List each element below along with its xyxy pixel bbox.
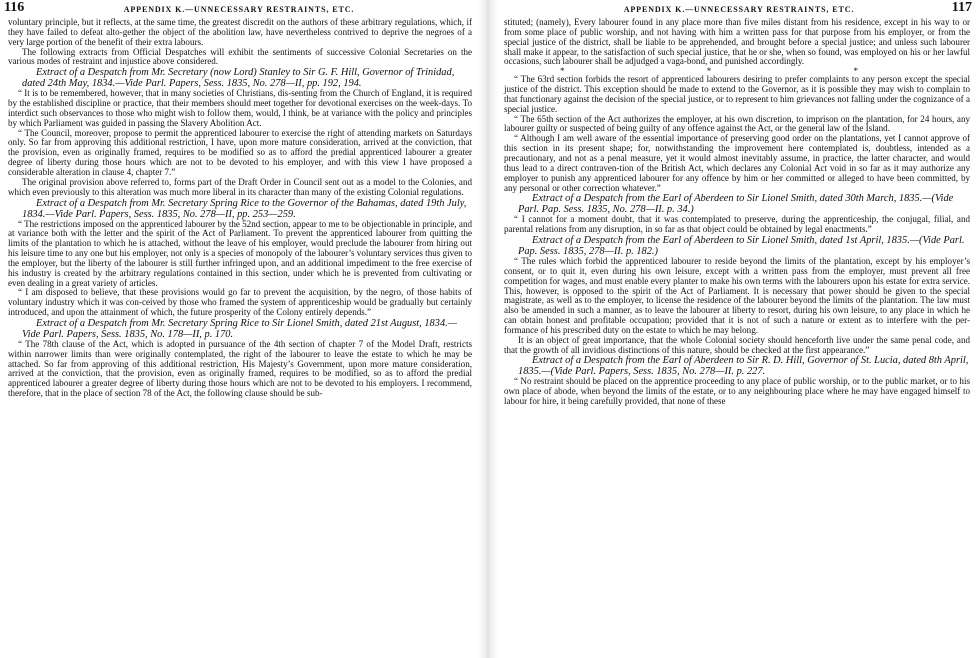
left-running-head	[0, 0, 478, 18]
section-break: * * *	[560, 66, 928, 77]
body-paragraph: The original provision above referred to, forms part of the Draft Order in Council sent out as a model to the Colonies, and which even previously to this alteration was much more liberal in its character than many of the existing Colonial regulations.	[8, 176, 472, 197]
quoted-paragraph: “ I am disposed to believe, that these provisions would go far to prevent the acquisition, by the negro, of those habits of voluntary industry which it was con-ceived by those who framed the system of apprenticeship would be gradually but certainly introduced, and upon the attainment of which, the future prosperity of the Colony entirely depends.”	[8, 287, 472, 318]
quoted-paragraph: “ The 65th section of the Act authorizes the employer, at his own discretion, to imprison on the plantation, for 24 hours, any labourer guilty or suspected of being guilty of any offence against the Act, or the general law of the Island.	[504, 113, 970, 134]
quoted-paragraph: “ The rules which forbid the apprenticed labourer to reside beyond the limits of the plantation, except by his employer’s consent, or to quit it, even during his own leisure, except with a written pass from the employer, must prevent all free competition for wages, and must enable every planter to make his own terms with the labourers upon his estate for extra service. This, however, is opposed to the spirit of the Act of Parliament. It is necessary that power should be given to the special magistrate, as well as to the employer, to license the residence of the labourer beyond the limits of the plantation. The law must also be amended in such a manner, as to leave the labourer at liberty to resort, during his own leisure, to any place in which he can obtain honest and profitable occupation; provided that it is not of such a nature or extent as to interfere with the per-formance of his prescribed duty on the estate to which he may belong.	[504, 256, 970, 335]
quoted-paragraph: “ No restraint should be placed on the apprentice proceeding to any place of public worship, or to the public market, or to his own place of abode, when beyond the limits of the estate, or to any neighbouring place where he may have engaged himself to labour for hire, it being carefully provided, that none of these	[504, 376, 970, 407]
quoted-paragraph: “ The Council, moreover, propose to permit the apprenticed labourer to exercise the right of attending markets on Saturdays only. So far from approving this additional restriction, I have, upon more mature consideration, arrived at the conviction, that the provision, even as originally framed, requires to be modified so as to afford the predial apprenticed labourer a greater degree of liberty during those hours which are not to be devoted to his employer, and with this view I have proposed a considerable alteration in clause 4, chapter 7.”	[8, 127, 472, 177]
despatch-heading: Extract of a Despatch from Mr. Secretary (now Lord) Stanley to Sir G. F. Hill, Governor of Trinidad, dated 24th May, 1834.—Vide Parl. Papers, Sess. 1835, No. 278—II, pp. 192, 194.	[22, 67, 455, 90]
quoted-paragraph: “ The 78th clause of the Act, which is adopted in pursuance of the 4th section of chapter 7 of the Model Draft, restricts within narrower limits than were originally contemplated, the right of the labourer to leave the estate to which he may be attached. So far from approving of this additional restriction, His Majesty’s Government, upon more mature consideration, arrived at the conviction, that the provision, even as originally framed, requires to be modified, so as to afford the predial apprenticed labourer a greater degree of liberty during those hours which are not to be devoted to his employers. I recommend, therefore, that in the place of section 78 of the Act, the following clause should be sub-	[8, 338, 472, 399]
quoted-paragraph: “ The 63rd section forbids the resort of apprenticed labourers desiring to prefer complaints to any person except the special justice of the district. This exception should be made to extend to the Governor, as it is possible they may wish to complain to that functionary against the decision of the special justice, or to represent to him grievances not falling under the cognizance of a special justice.	[504, 74, 970, 114]
left-page	[0, 0, 478, 658]
right-page-body	[498, 18, 980, 407]
quoted-paragraph: “ The restrictions imposed on the apprenticed labourer by the 52nd section, appear to me to be objectionable in principle, and at variance both with the letter and the spirit of the Act of Parliament. To prevent the apprenticed labourer from quitting the limits of the plantation to which he is attached, without the leave of his employer, would preclude the labourer from hiring out his leisure time to any one but his employer, not only is a species of monopoly of the labourer’s voluntary services thus given to the employer, but the liberty of the labourer is still further infringed upon, and an additional impediment to the free exercise of his industry is created by the arbitrary regulations contained in this section, under which he is prevented from cultivating or even dealing in a great variety of articles.	[8, 218, 472, 288]
despatch-heading: Extract of a Despatch from the Earl of Aberdeen to Sir Lionel Smith, dated 1st April, 1835.—(Vide Parl. Pap. Sess. 1835, 278—II. p. 182.)	[518, 235, 965, 258]
despatch-heading: Extract of a Despatch from Mr. Secretary Spring Rice to the Governor of the Bahamas, dated 19th July, 1834.—Vide Parl. Papers, Sess. 1835, No. 278—II, pp. 253—259.	[22, 197, 467, 220]
despatch-heading: Extract of a Despatch from the Earl of Aberdeen to Sir R. D. Hill, Governor of St. Lucia, dated 8th April, 1835.—(Vide Parl. Papers, Sess. 1835, No. 278—II. p. 227.	[518, 355, 969, 378]
quoted-paragraph: “ It is to be remembered, however, that in many societies of Christians, dis-senting from the Church of England, it is required by the established discipline or practice, that their members should meet together for devotional exercises on the week-days. To interdict such observances to those who might wish to follow them, would, I think, be at variance with the policy and principles by which Parliament was guided in passing the Slavery Abolition Act.	[8, 88, 472, 128]
body-paragraph: It is an object of great importance, that the whole Colonial society should henceforth live under the same penal code, and that the growth of all invidious distinctions of this nature, should be checked at the first appearance.”	[504, 334, 970, 355]
despatch-heading: Extract of a Despatch from the Earl of Aberdeen to Sir Lionel Smith, dated 30th March, 1835.—(Vide Parl. Pap. Sess. 1835, No. 278—II. p. 34.)	[518, 193, 954, 216]
despatch-heading: Extract of a Despatch from Mr. Secretary Spring Rice to Sir Lionel Smith, dated 21st August, 1834.—Vide Parl. Papers, Sess. 1835, No. 178—II, p. 170.	[22, 317, 457, 340]
left-running-head-title: APPENDIX K.—UNNECESSARY RESTRAINTS, ETC.	[123, 5, 355, 14]
right-page	[498, 0, 980, 658]
book-gutter	[478, 0, 498, 658]
left-page-number: 116	[4, 0, 25, 15]
left-page-body	[0, 18, 478, 399]
right-page-number: 117	[951, 0, 972, 15]
quoted-paragraph: “ Although I am well aware of the essential importance of preserving good order on the plantations, yet I cannot approve of this section in its present shape; for, notwithstanding the improvement here contemplated is, doubtless, intended as a precautionary, and not as a penal measure, yet it would almost inevitably assume, in practice, the latter character, and would thus lead to a direct contraven-tion of the British Act, which declares any Colonial Act void in so far as it may authorize any employer to punish any apprenticed labourer for any offence by him or her committed or alleged to have been committed, by any personal or other correction whatever.”	[504, 133, 970, 193]
body-paragraph: The following extracts from Official Despatches will exhibit the sentiments of successive Colonial Secretaries on the various modes of restraint and injustice above considered.	[8, 46, 472, 67]
right-running-head-title: APPENDIX K.—UNNECESSARY RESTRAINTS, ETC.	[623, 5, 855, 14]
body-paragraph: stituted; (namely), Every labourer found in any place more than five miles distant from his residence, except in his way to or from some place of public worship, and not having with him a written pass for that purpose from his employer, or from the special justice of the district, shall be liable to be apprehended, and brought before a special justice; and unless such labourer shall make it appear, to the satisfaction of such special justice, that he or she, when so found, was employed on his or her lawful occasions, such labourer shall be adjudged a vaga-bond, and punished accordingly.	[504, 17, 970, 67]
quoted-paragraph: “ I cannot for a moment doubt, that it was contemplated to preserve, during the apprenticeship, the conjugal, filial, and parental relations from any disruption, in so far as that object could be obtained by legal enactments.”	[504, 214, 970, 235]
body-paragraph: voluntary principle, but it reflects, at the same time, the greatest discredit on the authors of these arbitrary regulations, which, if they have failed to defeat alto-gether the object of the abolition law, have nevertheless contrived to deprive the negroes of a very large portion of the benefit of their extra labours.	[8, 17, 472, 47]
right-running-head	[498, 0, 980, 18]
